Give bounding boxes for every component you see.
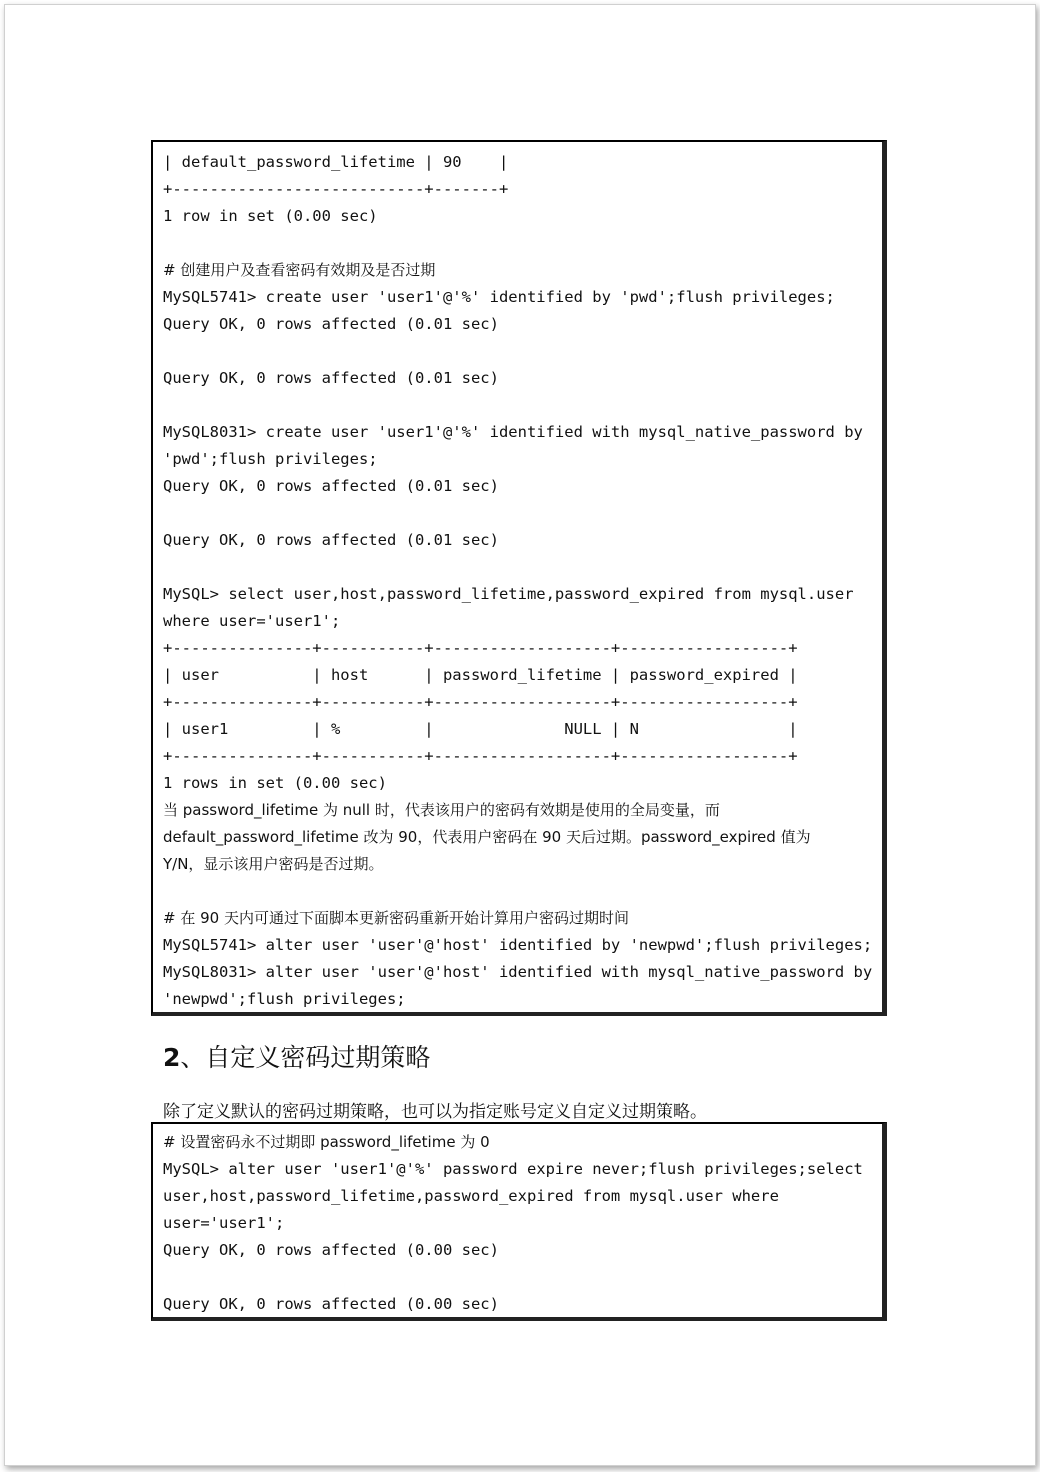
table-header-row: | user | host | password_lifetime | password_expired | — [163, 666, 798, 684]
code-line: MySQL8031> alter user 'user'@'host' identified with mysql_native_password by — [163, 963, 873, 981]
table-border: +---------------+-----------+-------------------+------------------+ — [163, 639, 798, 657]
section-heading — [163, 1038, 430, 1074]
code-comment: # 设置密码永不过期即 password_lifetime 为 0 — [163, 1133, 490, 1151]
code-line: MySQL5741> create user 'user1'@'%' identified by 'pwd';flush privileges; — [163, 288, 835, 306]
code-line: +---------------------------+-------+ — [163, 180, 509, 198]
code-line: 1 rows in set (0.00 sec) — [163, 774, 387, 792]
code-block-1 — [151, 140, 887, 1016]
code-line: 1 row in set (0.00 sec) — [163, 207, 378, 225]
code-line: MySQL> select user,host,password_lifetime,password_expired from mysql.user — [163, 585, 854, 603]
code-line: MySQL> alter user 'user1'@'%' password expire never;flush privileges;select — [163, 1160, 863, 1178]
code-line: user='user1'; — [163, 1214, 285, 1232]
explanation-line: 当 password_lifetime 为 null 时，代表该用户的密码有效期是使用的全局变量，而 — [163, 801, 720, 819]
code-line: Query OK, 0 rows affected (0.01 sec) — [163, 531, 499, 549]
table-border: +---------------+-----------+-------------------+------------------+ — [163, 693, 798, 711]
explanation-line: Y/N，显示该用户密码是否过期。 — [163, 855, 384, 873]
section-number: 2 — [163, 1043, 181, 1072]
code-line: Query OK, 0 rows affected (0.01 sec) — [163, 315, 499, 333]
code-line: MySQL5741> alter user 'user'@'host' identified by 'newpwd';flush privileges; — [163, 936, 873, 954]
section-intro: 除了定义默认的密码过期策略，也可以为指定账号定义自定义过期策略。 — [163, 1102, 707, 1122]
code-line: Query OK, 0 rows affected (0.00 sec) — [163, 1295, 499, 1313]
code-line: | default_password_lifetime | 90 | — [163, 153, 509, 171]
code-line: user,host,password_lifetime,password_expired from mysql.user where — [163, 1187, 779, 1205]
code-block-2 — [151, 1122, 887, 1321]
code-line: 'pwd';flush privileges; — [163, 450, 378, 468]
code-line: where user='user1'; — [163, 612, 341, 630]
code-line: Query OK, 0 rows affected (0.01 sec) — [163, 369, 499, 387]
explanation-line: default_password_lifetime 改为 90，代表用户密码在 90 天后过期。password_expired 值为 — [163, 828, 811, 846]
code-line: Query OK, 0 rows affected (0.01 sec) — [163, 477, 499, 495]
code-line: MySQL8031> create user 'user1'@'%' identified with mysql_native_password by — [163, 423, 863, 441]
code-line: Query OK, 0 rows affected (0.00 sec) — [163, 1241, 499, 1259]
code-line: 'newpwd';flush privileges; — [163, 990, 406, 1008]
code-comment: # 在 90 天内可通过下面脚本更新密码重新开始计算用户密码过期时间 — [163, 909, 629, 927]
table-row: | user1 | % | NULL | N | — [163, 720, 798, 738]
table-border: +---------------+-----------+-------------------+------------------+ — [163, 747, 798, 765]
code-comment: # 创建用户及查看密码有效期及是否过期 — [163, 261, 436, 279]
section-title: 、自定义密码过期策略 — [180, 1043, 431, 1072]
